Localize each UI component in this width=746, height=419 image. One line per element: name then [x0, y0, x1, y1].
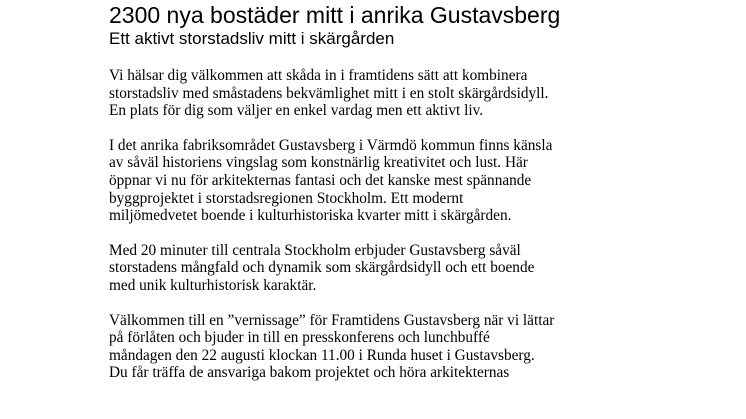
text-line: måndagen den 22 augusti klockan 11.00 i Runda huset i Gustavsberg. [109, 346, 535, 364]
text-line: byggprojektet i storstadsregionen Stockholm. Ett modernt [109, 189, 464, 207]
text-line: med unik kulturhistorisk karaktär. [109, 276, 317, 294]
text-line: En plats för dig som väljer en enkel vardag men ett aktivt liv. [109, 102, 484, 120]
text-line: av såväl historiens vingslag som konstnärlig kreativitet och lust. Här [109, 154, 528, 172]
paragraph-invitation [109, 312, 669, 382]
text-line: storstadsliv med småstadens bekvämlighet mitt i en stolt skärgårdsidyll. [109, 84, 549, 102]
text-line: I det anrika fabriksområdet Gustavsberg i Värmdö kommun finns känsla [109, 136, 553, 154]
text-line: Välkommen till en ”vernissage” för Framtidens Gustavsberg när vi lättar [109, 311, 555, 329]
paragraph-location [109, 242, 669, 295]
text-line: miljömedvetet boende i kulturhistoriska kvarter mitt i skärgården. [109, 207, 512, 225]
paragraph-history [109, 137, 669, 225]
text-line: på förlåten och bjuder in till en presskonferens och lunchbuffé [109, 329, 490, 347]
document-body [109, 67, 669, 399]
paragraph-welcome [109, 67, 669, 120]
text-line: Vi hälsar dig välkommen att skåda in i framtidens sätt att kombinera [109, 67, 528, 84]
text-line: storstadens mångfald och dynamik som skärgårdsidyll och ett boende [109, 259, 535, 277]
text-line: Du får träffa de ansvariga bakom projektet och höra arkitekternas [109, 364, 510, 382]
document-title: 2300 nya bostäder mitt i anrika Gustavsberg [109, 2, 561, 28]
document-header [109, 2, 560, 49]
text-line: öppnar vi nu för arkitekternas fantasi och det kanske mest spännande [109, 171, 532, 189]
text-line: Med 20 minuter till centrala Stockholm erbjuder Gustavsberg såväl [109, 241, 521, 259]
document-subtitle: Ett aktivt storstadsliv mitt i skärgården [109, 29, 395, 48]
